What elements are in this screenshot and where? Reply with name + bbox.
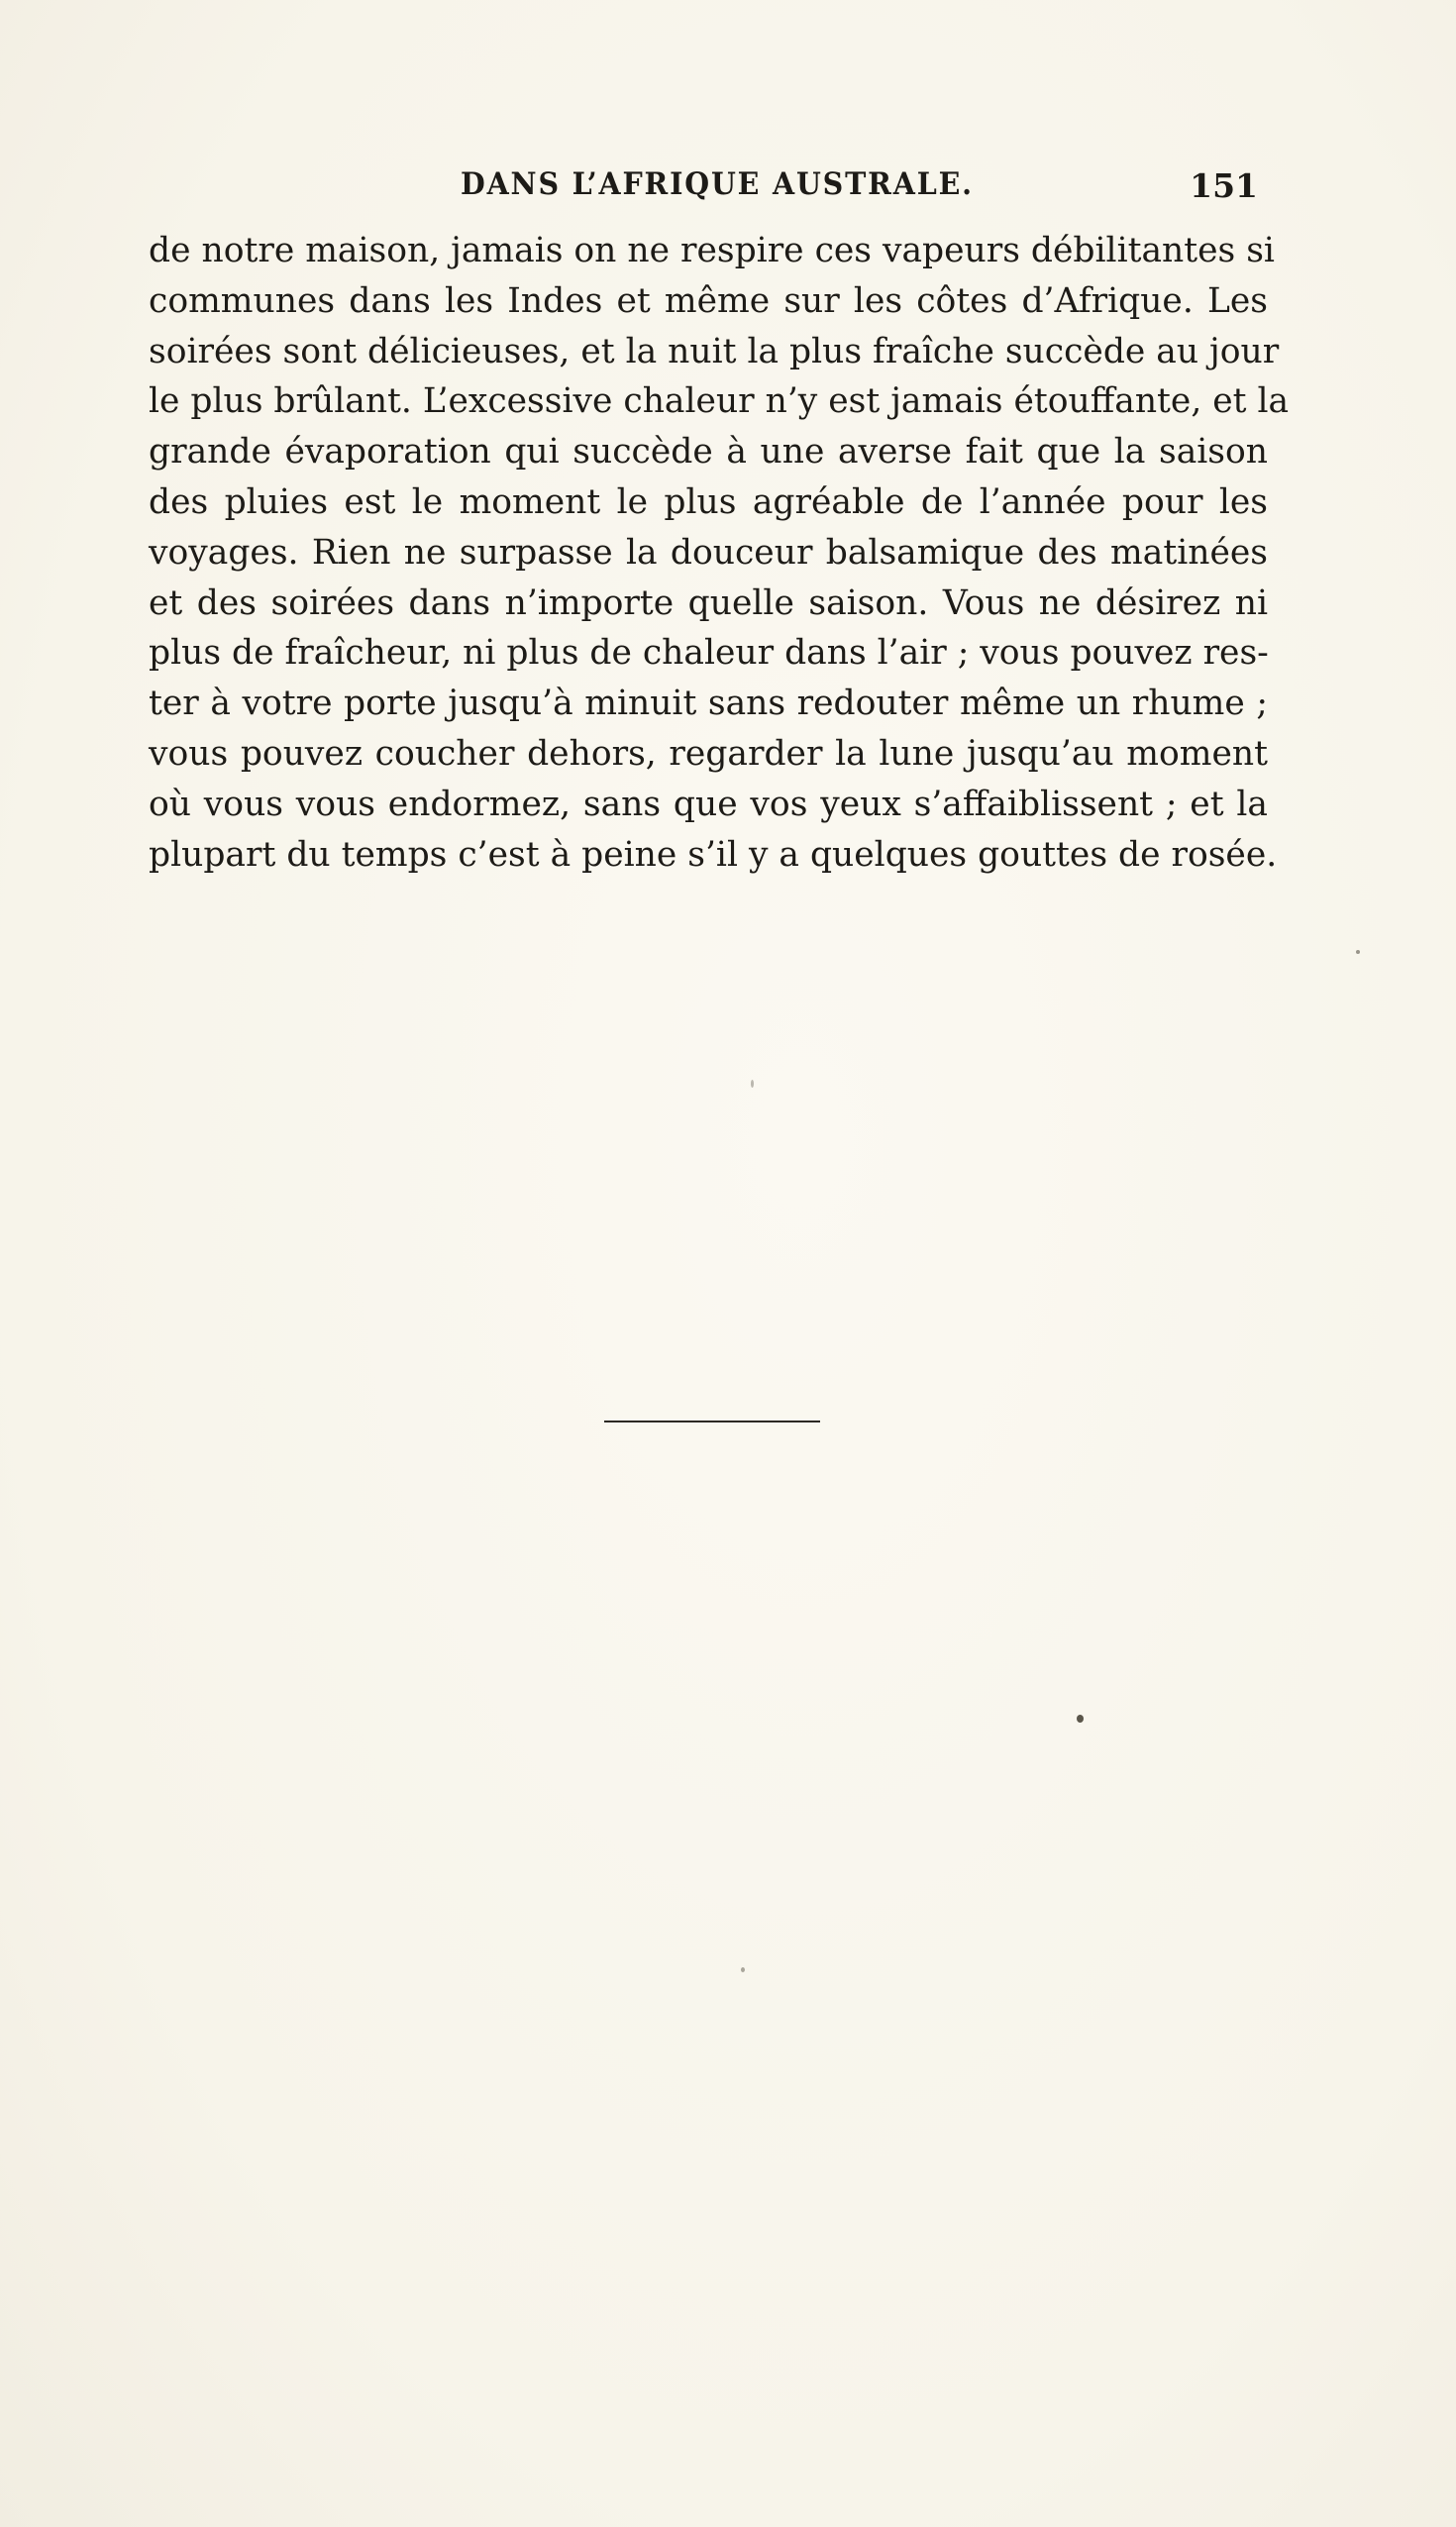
text-line: voyages. Rien ne surpasse la douceur balsamique des matinées xyxy=(149,532,1268,573)
text-line: et des soirées dans n’importe quelle saison. Vous ne désirez ni xyxy=(149,582,1268,623)
text-line: le plus brûlant. L’excessive chaleur n’y est jamais étouffante, et la xyxy=(149,381,1290,422)
page-number: 151 xyxy=(1190,166,1258,205)
paper-speck xyxy=(1077,1715,1084,1723)
text-line: vous pouvez coucher dehors, regarder la lune jusqu’au moment xyxy=(149,733,1268,774)
section-divider xyxy=(604,1421,820,1422)
text-line: des pluies est le moment le plus agréable de l’année pour les xyxy=(149,481,1268,522)
text-line-last: plupart du temps c’est à peine s’il y a quelques gouttes de rosée. xyxy=(149,834,1278,875)
text-line: où vous vous endormez, sans que vos yeux s’affaiblissent ; et la xyxy=(149,784,1268,824)
text-line: communes dans les Indes et même sur les côtes d’Afrique. Les xyxy=(149,280,1268,321)
paper-speck xyxy=(741,1967,745,1972)
paper-speck xyxy=(1356,950,1360,954)
running-title: DANS L’AFRIQUE AUSTRALE. xyxy=(461,166,974,202)
text-line: grande évaporation qui succède à une averse fait que la saison xyxy=(149,432,1268,473)
paper-speck xyxy=(751,1080,754,1088)
text-line: soirées sont délicieuses, et la nuit la plus fraîche succède au jour xyxy=(149,331,1280,371)
page-header xyxy=(149,166,1268,216)
text-line: plus de fraîcheur, ni plus de chaleur dans l’air ; vous pouvez res- xyxy=(149,633,1269,674)
text-line: ter à votre porte jusqu’à minuit sans redouter même un rhume ; xyxy=(149,684,1268,724)
body-paragraph xyxy=(149,226,1290,880)
text-line: de notre maison, jamais on ne respire ces vapeurs débilitantes si xyxy=(149,231,1275,270)
